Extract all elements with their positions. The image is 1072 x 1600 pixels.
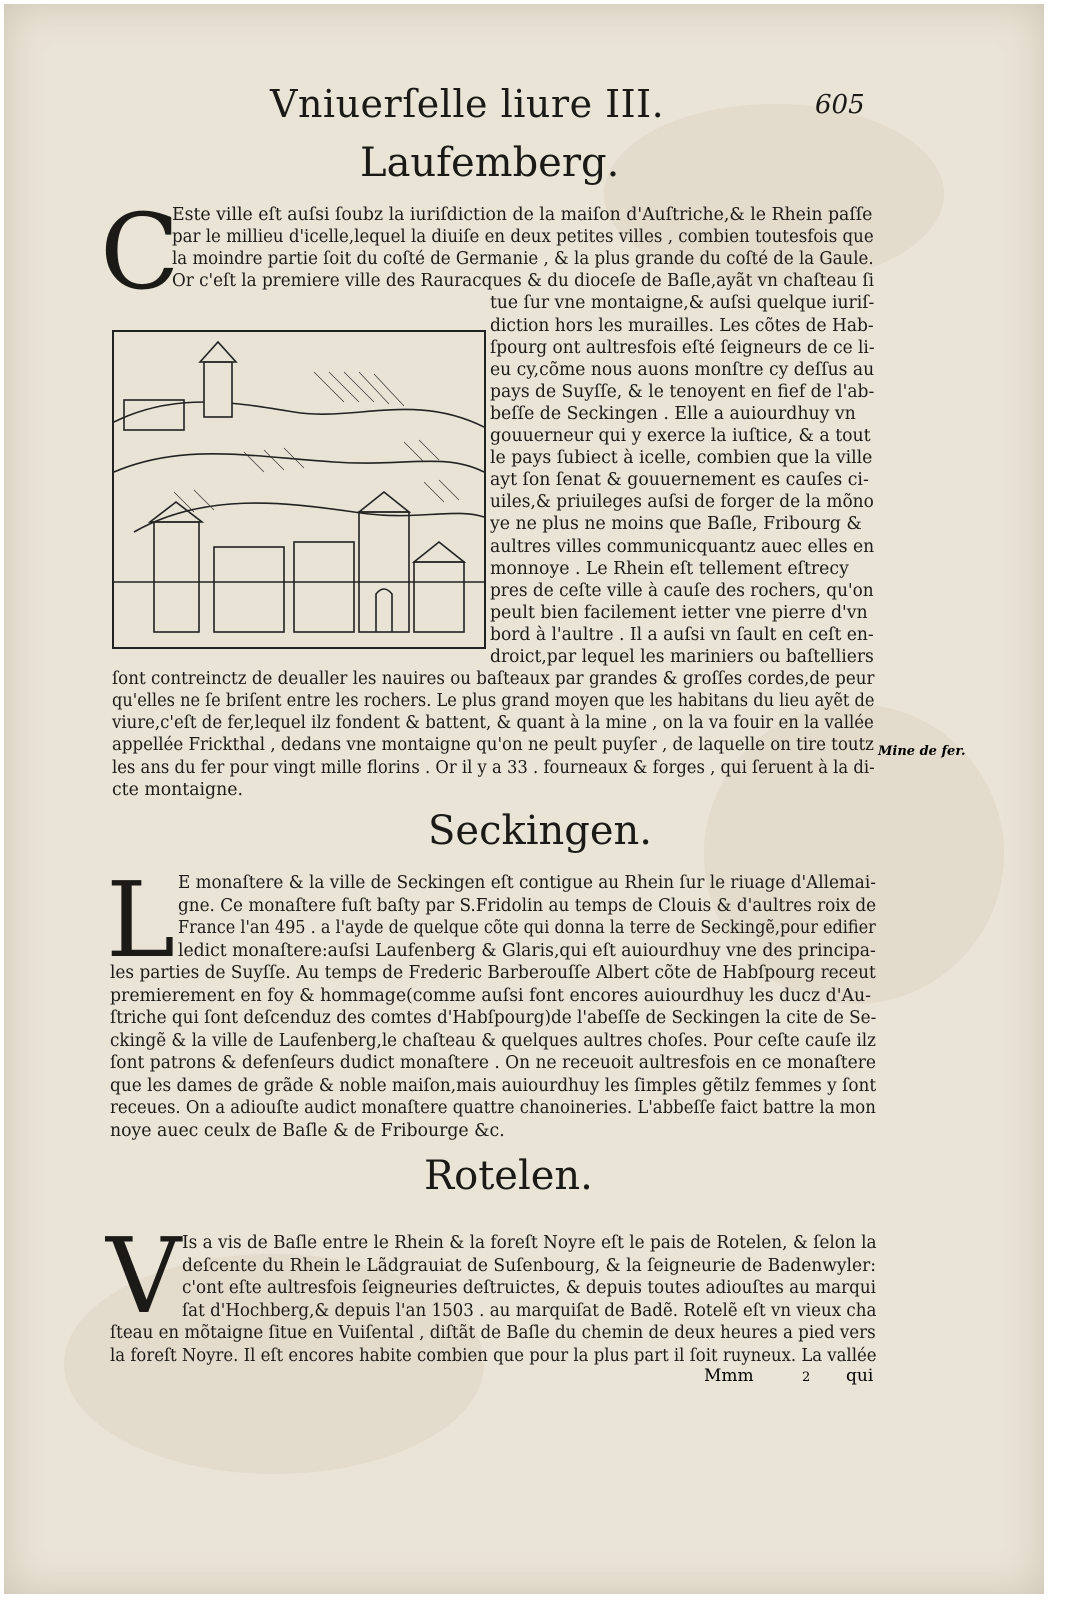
text-line: la foreſt Noyre. Il eſt encores habite combien que pour la plus part il ſoit ruyneux. La vallée [110,1345,877,1366]
text-line: uiles,& priuileges auſsi de forger de la mõno [490,492,874,513]
section-title: Rotelen. [424,1153,593,1199]
margin-note: Mine de fer. [878,744,966,759]
text-line: premierement en foy & hommage(comme auſsi font encores auiourdhuy les ducz d'Au- [110,985,871,1006]
text-line: ledict monaſtere:auſsi Laufenberg & Glaris,qui eſt auiourdhuy vne des principa- [178,940,876,961]
section-title: Seckingen. [428,808,653,854]
text-line: ſont contreinctz de deualler les nauires ou baſteaux par grandes & groſſes cordes,de peur [112,669,875,690]
signature-mark: Mmm [704,1366,754,1386]
text-line: appellée Frickthal , dedans vne montaigne qu'on ne peult puyſer , de laquelle on tire toutz [112,735,874,756]
text-line: ſont patrons & defenſeurs dudict monaſtere . On ne receuoit aultresfois en ce monaſtere [110,1053,876,1073]
text-line: E monaſtere & la ville de Seckingen eſt contigue au Rhein ſur le riuage d'Allemai- [178,873,876,893]
text-line: Este ville eſt auſsi ſoubz la iuriſdiction de la maiſon d'Auſtriche,& le Rhein paſſe [172,205,873,225]
text-line: monnoye . Le Rhein eſt tellement eſtrecy [490,558,849,579]
section-title: Laufemberg. [360,140,620,186]
text-line: tue ſur vne montaigne,& auſsi quelque iuriſ- [490,293,875,314]
text-line: ſtriche qui ſont deſcenduz des comtes d'Habſpourg)de l'abeſſe de Seckingen la cite de Se- [110,1008,877,1028]
text-line: gne. Ce monaſtere fuſt baſty par S.Fridolin au temps de Clouis & d'aultres roix de [178,895,877,916]
text-line: receues. On a adiouſte audict monaſtere quattre chanoineries. L'abbeſſe faict battre la mon [110,1098,876,1118]
text-line: France l'an 495 . a l'ayde de quelque cõte qui donna la terre de Seckingẽ,pour edifier [178,918,876,938]
text-line: ayt ſon ſenat & gouuernement es cauſes ci- [490,470,869,491]
text-line: viure,c'eſt de fer,lequel ilz fondent & battent, & quant à la mine , on la va fouir en la vallée [112,713,874,734]
text-line: qu'elles ne ſe briſent entre les rochers. Le plus grand moyen que les habitans du lieu ayẽt de [112,691,875,712]
text-line: gouuerneur qui y exerce la iuſtice, & a tout [490,426,871,446]
text-line: deſcente du Rhein le Lãdgrauiat de Suſenbourg, & la ſeigneurie de Badenwyler: [182,1255,876,1276]
text-line: ckingẽ & la ville de Laufenberg,le chaſteau & quelques aultres choſes. Pour ceſte cauſe ilz [110,1030,876,1051]
text-line: par le millieu d'icelle,lequel la diuiſe en deux petites villes , combien toutesfois que [172,227,874,248]
text-line: beſſe de Seckingen . Elle a auiourdhuy vn [490,403,856,424]
text-line: diction hors les murailles. Les cõtes de Hab- [490,315,874,336]
running-head: Vniuerſelle liure III. [270,82,665,126]
text-line: ſpourg ont aultresfois eſté ſeigneurs de ce li- [490,337,875,358]
text-line: pres de ceſte ville à cauſe des rochers, qu'on [490,580,874,601]
text-line: eu cy,cõme nous auons monſtre cy deſſus au [490,359,875,380]
text-line: pays de Suyſſe, & le tenoyent en fief de l'ab- [490,381,875,402]
signature-number: 2 [802,1370,811,1385]
text-line: les ans du fer pour vingt mille florins . Or il y a 33 . fourneaux & forges , qui ſeruent à la di- [112,757,875,778]
text-line: cte montaigne. [112,779,243,800]
text-line: c'ont eſte aultresfois ſeigneuries deſtruictes, & depuis toutes adiouſtes au marqui [182,1278,876,1298]
text-line: droict,par lequel les mariniers ou baſtelliers [490,647,874,667]
text-line: aultres villes communicquantz auec elles en [490,536,875,557]
drop-cap: V [106,1215,182,1337]
text-line: Or c'eſt la premiere ville des Rauracques & du dioceſe de Baſle,ayãt vn chaſteau ſi [172,271,875,292]
page-number: 605 [815,90,865,120]
text-line: peult bien facilement ietter vne pierre d'vn [490,602,868,623]
catchword: qui [846,1366,874,1386]
text-line: noye auec ceulx de Baſle & de Fribourge &c. [110,1120,505,1141]
text-line: les parties de Suyſſe. Au temps de Frederic Barberouſſe Albert cõte de Habſpourg receut [110,963,876,983]
text-line: ye ne plus ne moins que Baſle, Fribourg & [490,514,862,535]
woodcut-illustration [112,330,486,649]
text-line: ſteau en mõtaigne ſitue en Vuiſental , diſtãt de Baſle du chemin de deux heures a pied vers [110,1323,876,1343]
text-line: Is a vis de Baſle entre le Rhein & la foreſt Noyre eſt le pais de Rotelen, & ſelon la [182,1233,877,1253]
text-line: bord à l'aultre . Il a auſsi vn ſault en ceſt en- [490,624,874,645]
drop-cap: C [100,191,180,313]
drop-cap: L [106,859,176,981]
text-line: que les dames de grãde & noble maiſon,mais auiourdhuy les ſimples gẽtilz femmes y ſont [110,1075,877,1096]
text-line: la moindre partie ſoit du coſté de Germanie , & la plus grande du coſté de la Gaule. [172,249,874,270]
text-line: le pays ſubiect à icelle, combien que la ville [490,448,873,469]
text-line: ſat d'Hochberg,& depuis l'an 1503 . au marquiſat de Badẽ. Rotelẽ eſt vn vieux cha [182,1300,877,1321]
